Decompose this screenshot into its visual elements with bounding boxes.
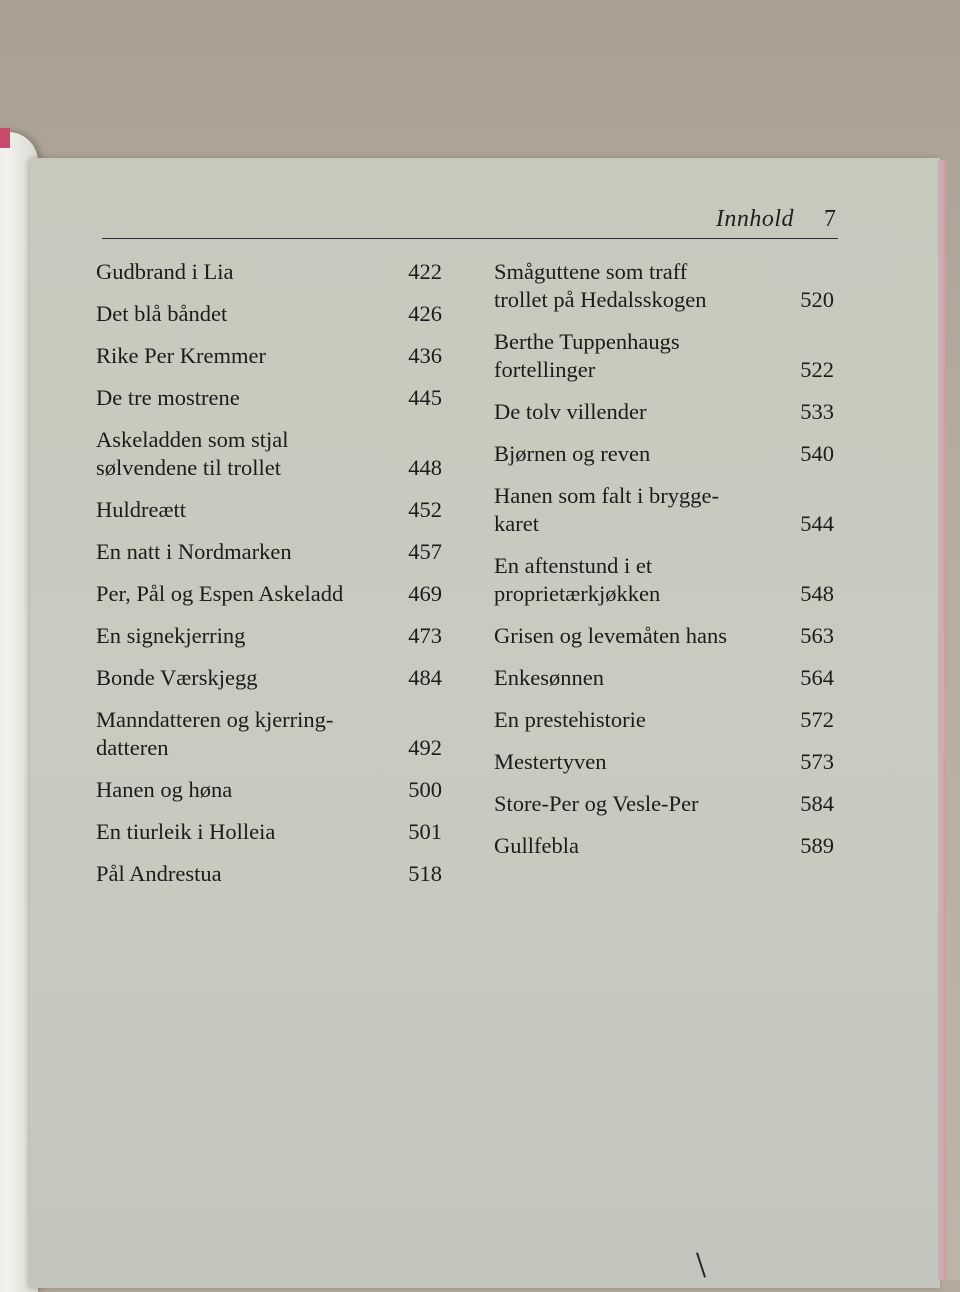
toc-entry-title: Grisen og levemåten hans xyxy=(494,623,728,648)
toc-entry xyxy=(96,580,442,608)
toc-entry-page: 473 xyxy=(408,623,442,648)
toc-right-column xyxy=(494,258,834,874)
toc-entry-page: 436 xyxy=(408,343,442,368)
toc-entry-page: 564 xyxy=(800,665,834,690)
toc-entry xyxy=(96,300,442,328)
toc-entry-title: Manndatteren og kjerring- datteren xyxy=(96,707,334,760)
toc-entry-page: 563 xyxy=(800,623,834,648)
toc-entry-title: Hanen og høna xyxy=(96,777,233,802)
toc-entry-title: Det blå båndet xyxy=(96,301,228,326)
toc-entry xyxy=(494,258,834,314)
toc-entry xyxy=(494,664,834,692)
toc-entry-title: En tiurleik i Holleia xyxy=(96,819,276,844)
toc-entry xyxy=(96,496,442,524)
toc-entry-title: Gudbrand i Lia xyxy=(96,259,234,284)
toc-entry-title: Rike Per Kremmer xyxy=(96,343,266,368)
toc-entry-page: 448 xyxy=(408,455,442,480)
toc-entry-page: 520 xyxy=(800,287,834,312)
toc-entry-title: Store-Per og Vesle-Per xyxy=(494,791,699,816)
toc-entry-page: 422 xyxy=(408,259,442,284)
toc-entry-title: Bonde Værskjegg xyxy=(96,665,258,690)
header-page-number: 7 xyxy=(824,206,836,232)
header-title: Innhold xyxy=(715,206,794,232)
toc-entry-title: Enkesønnen xyxy=(494,665,604,690)
toc-entry-title: En prestehistorie xyxy=(494,707,646,732)
toc-entry-page: 492 xyxy=(408,735,442,760)
toc-entry xyxy=(494,622,834,650)
toc-entry-page: 469 xyxy=(408,581,442,606)
toc-entry xyxy=(494,552,834,608)
toc-entry xyxy=(96,622,442,650)
toc-entry xyxy=(494,706,834,734)
toc-entry-title: Gullfebla xyxy=(494,833,579,858)
toc-entry xyxy=(96,342,442,370)
toc-entry xyxy=(494,398,834,426)
toc-entry-title: De tre mostrene xyxy=(96,385,240,410)
toc-entry-title: De tolv villender xyxy=(494,399,647,424)
toc-entry xyxy=(494,790,834,818)
toc-entry-page: 452 xyxy=(408,497,442,522)
toc-entry xyxy=(96,860,442,888)
toc-entry-page: 522 xyxy=(800,357,834,382)
toc-entry-title: Huldreætt xyxy=(96,497,186,522)
toc-entry-title: Småguttene som traff trollet på Hedalsskogen xyxy=(494,259,707,312)
toc-entry-page: 533 xyxy=(800,399,834,424)
toc-entry xyxy=(494,440,834,468)
toc-entry-title: En natt i Nordmarken xyxy=(96,539,292,564)
toc-entry-title: Askeladden som stjal sølvendene til trollet xyxy=(96,427,289,480)
toc-entry-page: 518 xyxy=(408,861,442,886)
toc-left-column xyxy=(96,258,442,902)
toc-entry xyxy=(96,384,442,412)
toc-entry xyxy=(96,426,442,482)
toc-entry-page: 589 xyxy=(800,833,834,858)
toc-entry-title: Berthe Tuppenhaugs fortellinger xyxy=(494,329,680,382)
toc-entry-page: 457 xyxy=(408,539,442,564)
toc-entry-title: En aftenstund i et proprietærkjøkken xyxy=(494,553,661,606)
toc-entry xyxy=(494,748,834,776)
toc-entry-page: 544 xyxy=(800,511,834,536)
toc-entry-page: 540 xyxy=(800,441,834,466)
page-stack-edge xyxy=(938,160,946,1280)
toc-entry-page: 548 xyxy=(800,581,834,606)
toc-entry-page: 501 xyxy=(408,819,442,844)
toc-entry xyxy=(96,776,442,804)
toc-entry xyxy=(96,538,442,566)
toc-entry xyxy=(96,818,442,846)
toc-entry xyxy=(96,664,442,692)
running-header xyxy=(102,204,838,239)
toc-entry-title: En signekjerring xyxy=(96,623,246,648)
toc-entry-page: 445 xyxy=(408,385,442,410)
toc-entry-page: 484 xyxy=(408,665,442,690)
toc-entry xyxy=(494,832,834,860)
toc-entry-page: 500 xyxy=(408,777,442,802)
toc-entry xyxy=(494,328,834,384)
toc-entry-page: 573 xyxy=(800,749,834,774)
toc-entry-page: 572 xyxy=(800,707,834,732)
toc-entry-title: Hanen som falt i brygge- karet xyxy=(494,483,719,536)
toc-entry-page: 584 xyxy=(800,791,834,816)
toc-entry-title: Per, Pål og Espen Askeladd xyxy=(96,581,344,606)
toc-entry-page: 426 xyxy=(408,301,442,326)
toc-entry-title: Mestertyven xyxy=(494,749,607,774)
toc-entry-title: Pål Andrestua xyxy=(96,861,222,886)
toc-entry xyxy=(96,706,442,762)
book-cover-edge xyxy=(0,128,10,148)
toc-entry-title: Bjørnen og reven xyxy=(494,441,651,466)
toc-entry xyxy=(494,482,834,538)
toc-entry xyxy=(96,258,442,286)
